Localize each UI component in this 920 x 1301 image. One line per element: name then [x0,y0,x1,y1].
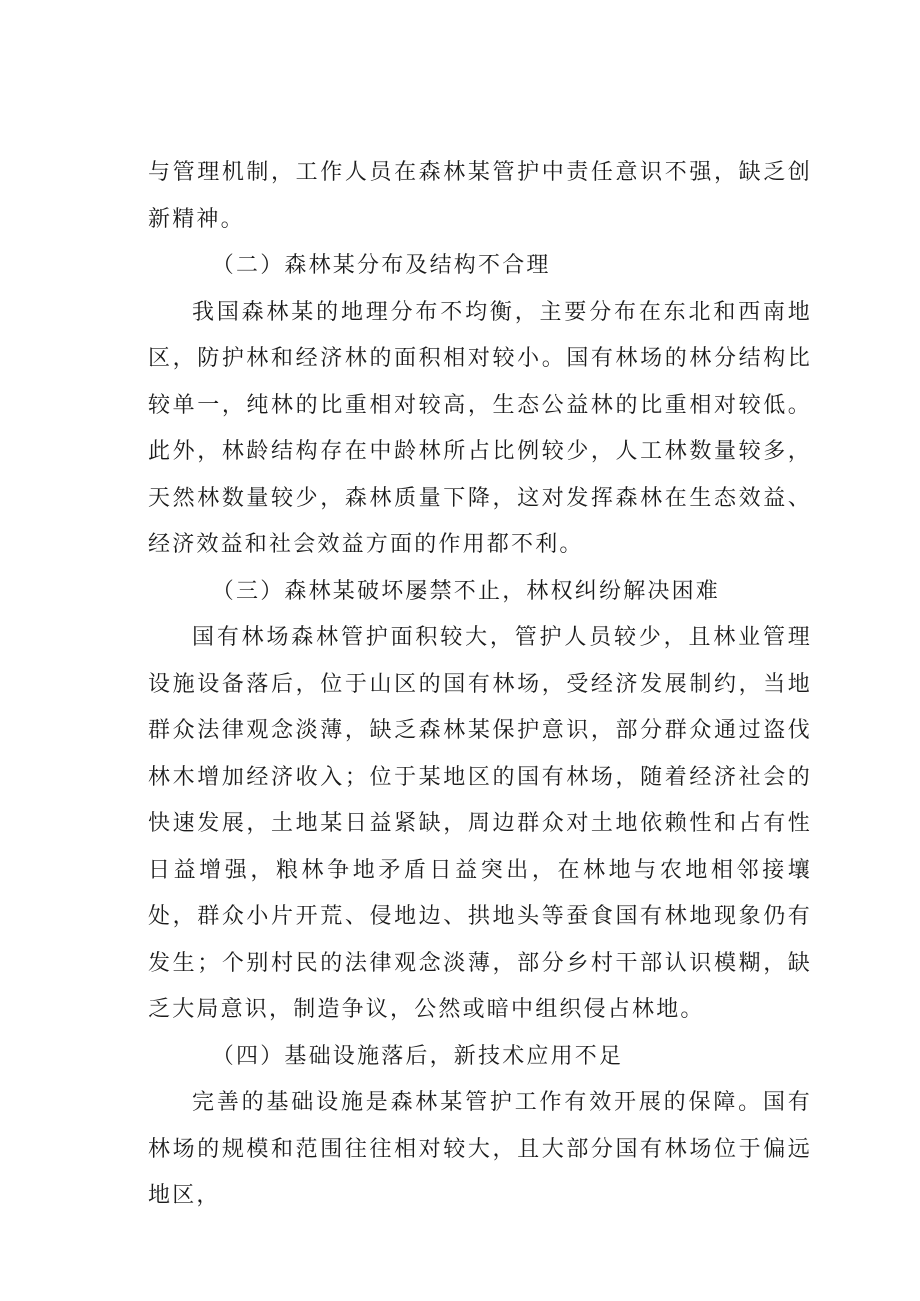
document-body [148,150,812,1220]
paragraph-distribution: 我国森林某的地理分布不均衡，主要分布在东北和西南地区，防护林和经济林的面积相对较小。国有林场的林分结构比较单一，纯林的比重相对较高，生态公益林的比重相对较低。此外，林龄结构存在中龄林所占比例较少，人工林数量较多，天然林数量较少，森林质量下降，这对发挥森林在生态效益、经济效益和社会效益方面的作用都不利。 [148,299,812,557]
paragraph-infrastructure: 完善的基础设施是森林某管护工作有效开展的保障。国有林场的规模和范围往往相对较大，且大部分国有林场位于偏远地区， [148,1090,812,1208]
section-heading-4: （四）基础设施落后，新技术应用不足 [211,1043,624,1069]
paragraph-intro: 与管理机制，工作人员在森林某管护中责任意识不强，缺乏创新精神。 [148,160,812,232]
section-heading-2: （二）森林某分布及结构不合理 [211,253,551,278]
paragraph-destruction: 国有林场森林管护面积较大，管护人员较少，且林业管理设施设备落后，位于山区的国有林场，受经济发展制约，当地群众法律观念淡薄，缺乏森林某保护意识，部分群众通过盗伐林木增加经济收入；位于某地区的国有林场，随着经济社会的快速发展，土地某日益紧缺，周边群众对土地依赖性和占有性日益增强，粮林争地矛盾日益突出，在林地与农地相邻接壤处，群众小片开荒、侵地边、拱地头等蚕食国有林地现象仍有发生；个别村民的法律观念淡薄，部分乡村干部认识模糊，缺乏大局意识，制造争议，公然或暗中组织侵占林地。 [148,625,812,1022]
section-heading-3: （三）森林某破坏屡禁不止，林权纠纷解决困难 [211,578,720,604]
